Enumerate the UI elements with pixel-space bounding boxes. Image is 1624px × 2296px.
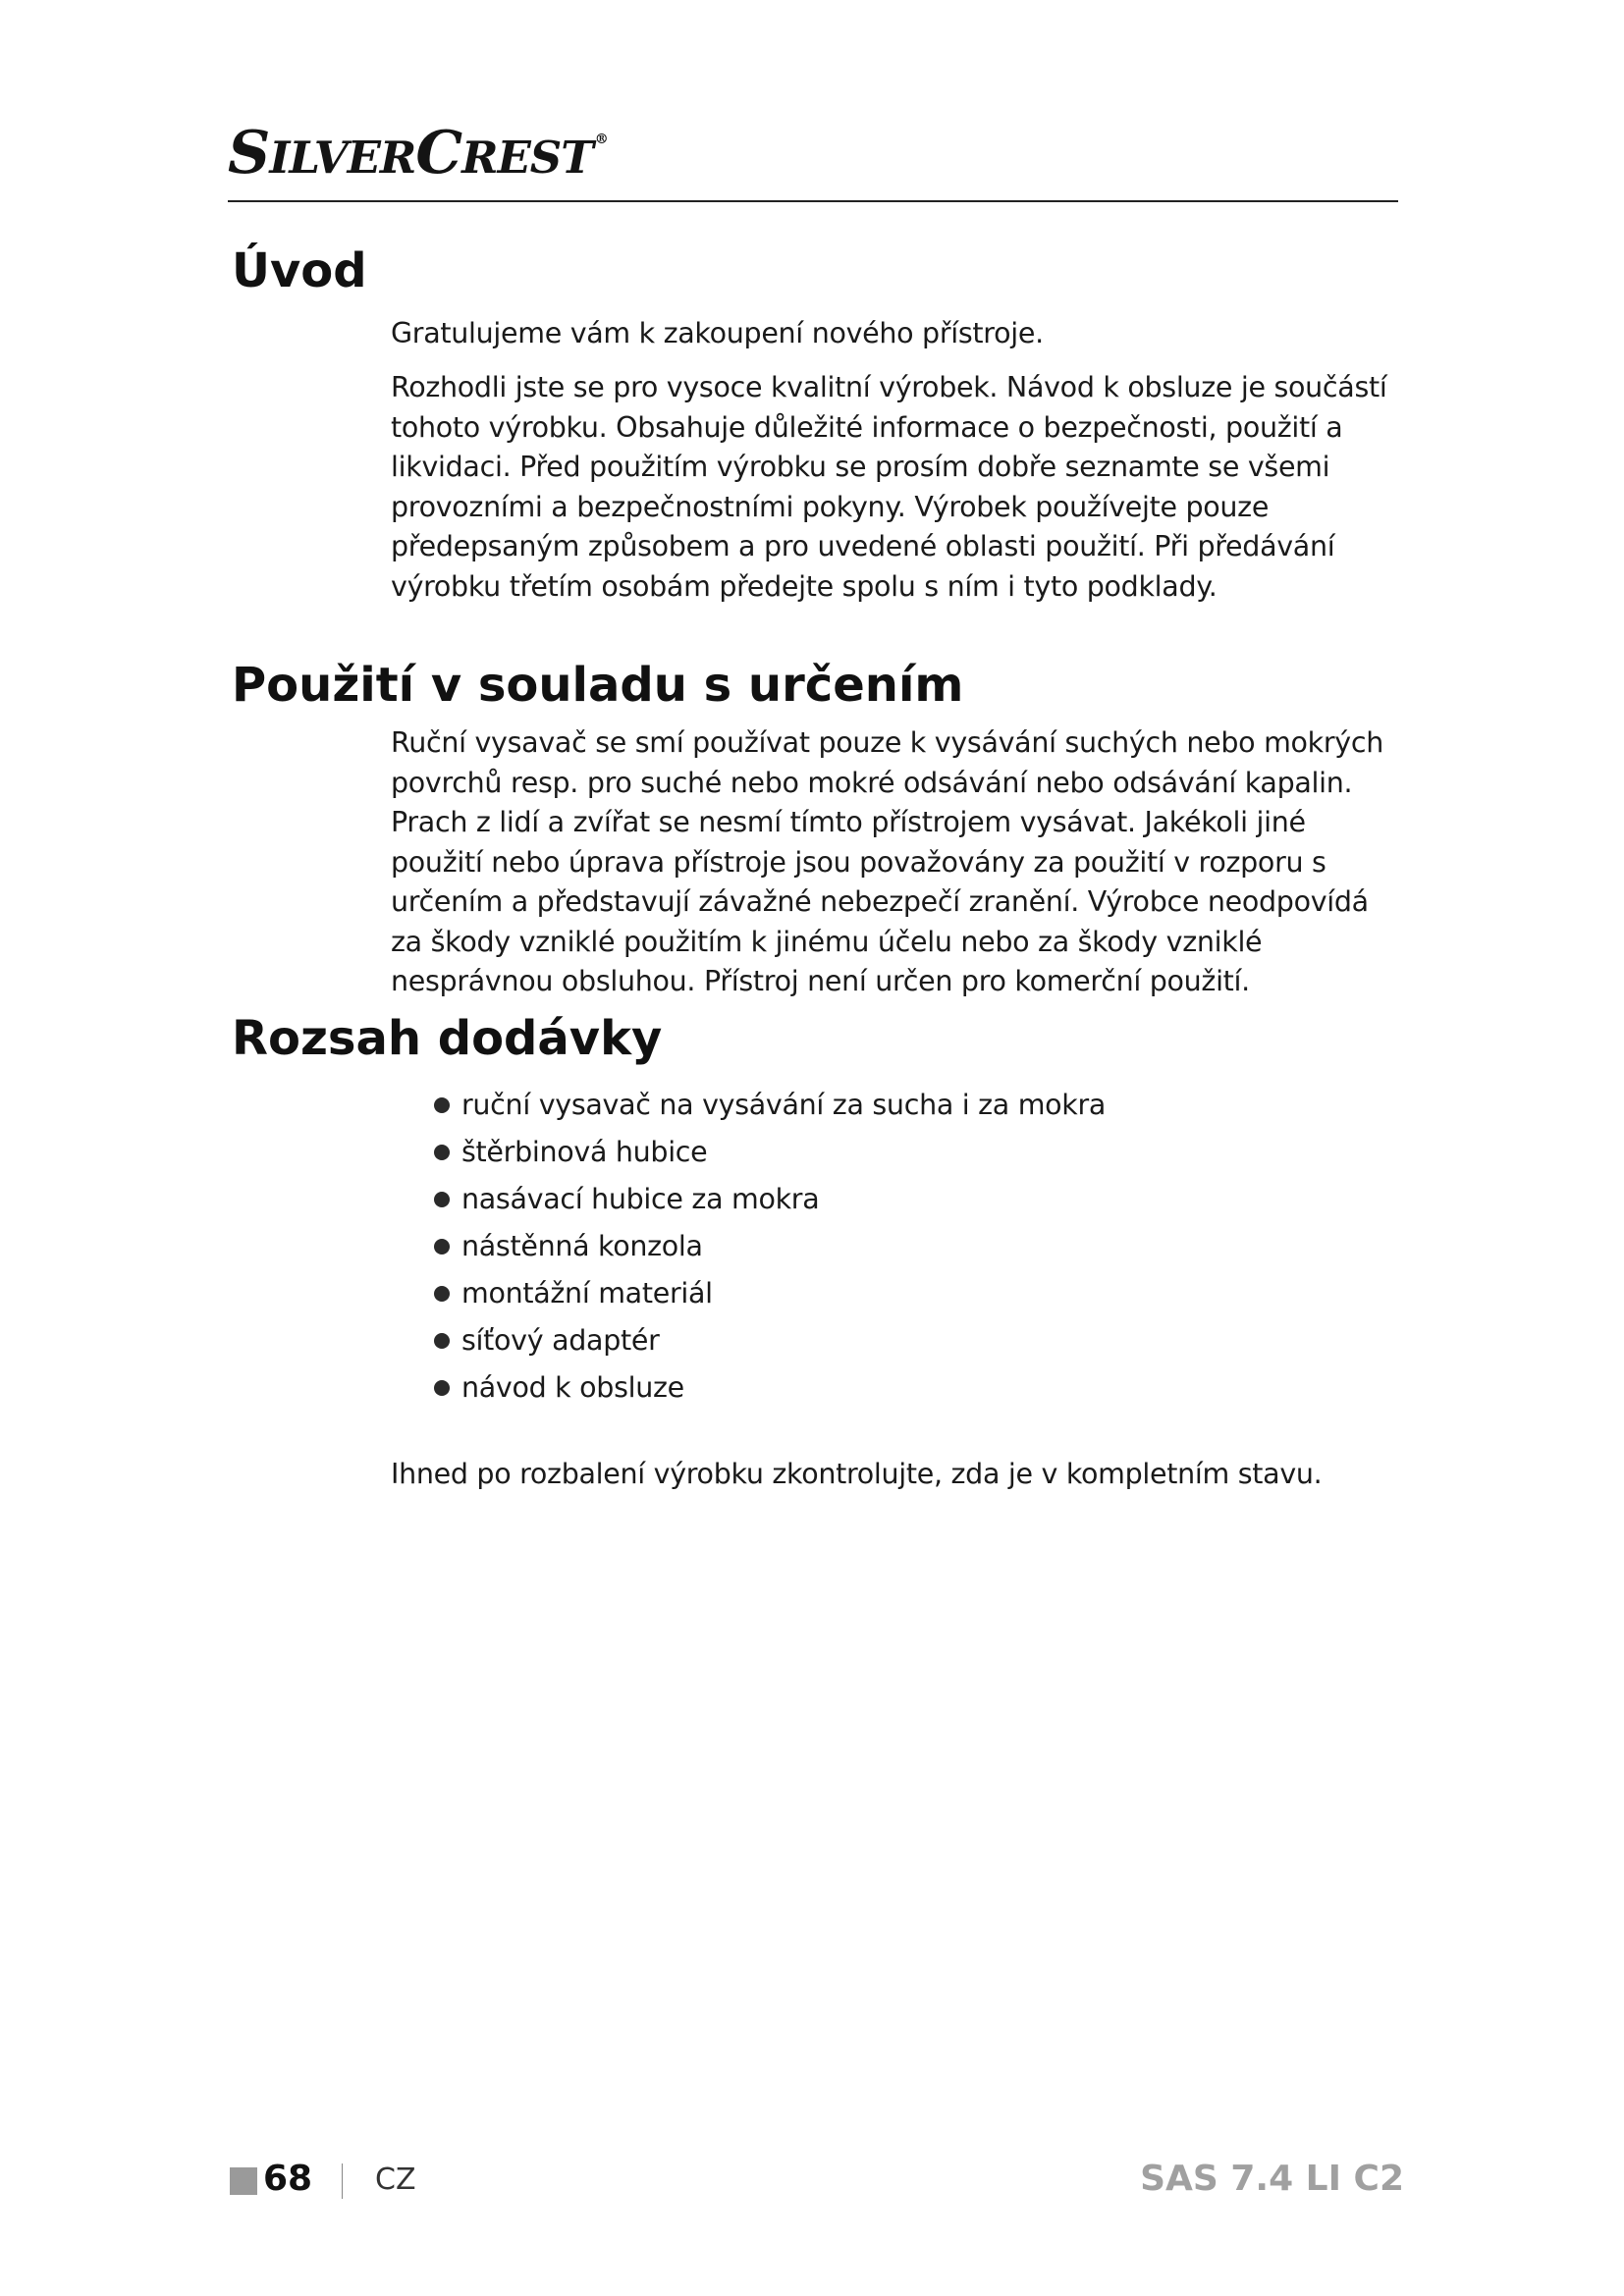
model-number: SAS 7.4 LI C2 (1140, 2159, 1404, 2199)
intro-paragraph-2: Rozhodli jste se pro vysoce kvalitní výrobek. Návod k obsluze je součástí tohoto výrobku. Obsahuje důležité informace o bezpečnosti, použití a likvidaci. Před použitím výrobku se prosím dobře seznamte se všemi provozními a bezpečnostními pokyny. Výrobek používejte pouze předepsaným způsobem a pro uvedené oblasti použití. Při předávání výrobku třetím osobám předejte spolu s ním i tyto podklady. (391, 371, 1387, 603)
bullet-icon (434, 1097, 450, 1113)
logo-rest: REST (461, 132, 593, 184)
list-item (432, 1082, 1106, 1129)
bullet-icon (434, 1192, 450, 1207)
bullet-icon (434, 1333, 450, 1349)
bullet-icon (434, 1145, 450, 1160)
registered-mark: ® (594, 132, 608, 147)
scope-list (432, 1082, 1106, 1412)
list-item (432, 1223, 1106, 1270)
list-item-text: štěrbinová hubice (461, 1136, 708, 1168)
bullet-icon (434, 1380, 450, 1396)
list-item-text: nasávací hubice za mokra (461, 1183, 820, 1215)
list-item-text: montážní materiál (461, 1277, 713, 1309)
list-item (432, 1364, 1106, 1412)
logo-c: C (415, 119, 462, 187)
list-item-text: síťový adaptér (461, 1324, 660, 1357)
brand-logo (228, 119, 608, 187)
list-item-text: nástěnná konzola (461, 1230, 703, 1262)
header-divider (228, 200, 1398, 202)
intended-use-paragraph: Ruční vysavač se smí používat pouze k vysávání suchých nebo mokrých povrchů resp. pro suché nebo mokré odsávání nebo odsávání kapalin. Prach z lidí a zvířat se nesmí tímto přístrojem vysávat. Jakékoli jiné použití nebo úprava přístroje jsou považovány za použití v rozporu s určením a představují závažné nebezpečí zranění. Výrobce neodpovídá za škody vzniklé použitím k jinému účelu nebo za škody vzniklé nesprávnou obsluhou. Přístroj není určen pro komerční použití. (391, 726, 1383, 997)
intro-paragraph-1: Gratulujeme vám k zakoupení nového přístroje. (391, 317, 1044, 349)
list-item (432, 1176, 1106, 1223)
bullet-icon (434, 1286, 450, 1302)
list-item (432, 1317, 1106, 1364)
language-code: CZ (375, 2163, 416, 2197)
page-number: 68 (263, 2159, 313, 2199)
list-item (432, 1129, 1106, 1176)
section-title-intro: Úvod (232, 243, 367, 298)
scope-note: Ihned po rozbalení výrobku zkontrolujte, zda je v kompletním stavu. (391, 1458, 1323, 1490)
bullet-icon (434, 1239, 450, 1255)
section-title-intended-use: Použití v souladu s určením (232, 658, 964, 713)
footer-divider (342, 2163, 343, 2199)
list-item-text: návod k obsluze (461, 1371, 684, 1404)
logo-ilver: ILVER (269, 132, 416, 184)
list-item-text: ruční vysavač na vysávání za sucha i za mokra (461, 1089, 1107, 1121)
logo-s: S (228, 119, 270, 187)
list-item (432, 1270, 1106, 1317)
section-title-scope: Rozsah dodávky (232, 1011, 663, 1066)
footer-square-icon (230, 2167, 257, 2195)
